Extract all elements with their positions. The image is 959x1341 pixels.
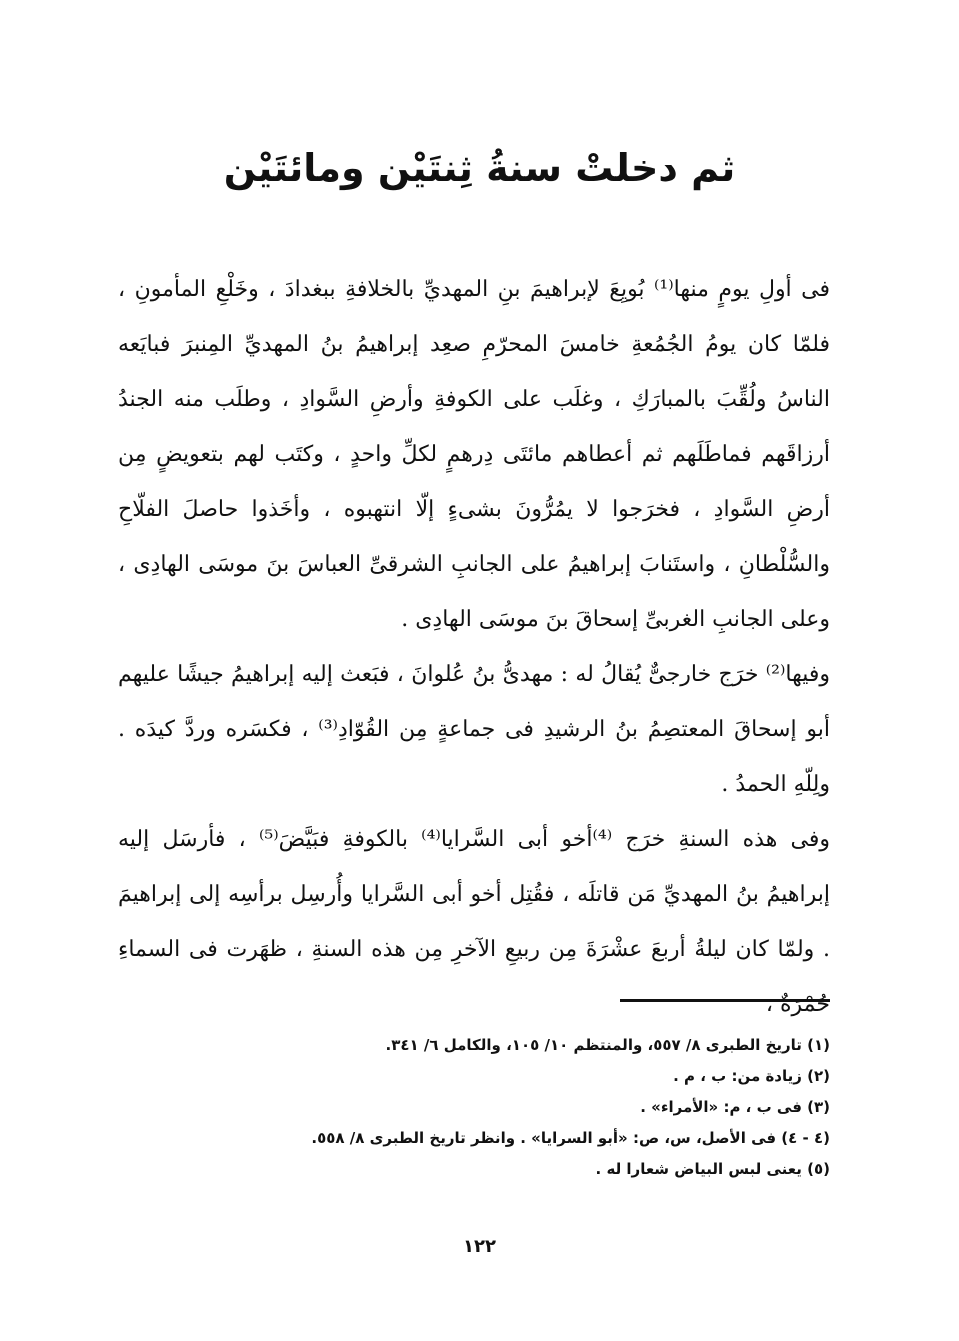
main-text bbox=[118, 262, 830, 1032]
footnote-divider bbox=[620, 999, 830, 1002]
chapter-heading: ثم دخلتْ سنةُ ثِنتَيْن ومائتَيْن bbox=[223, 146, 736, 190]
paragraph-2: وفيها⁽²⁾ خرَج خارجىٌّ يُقالُ له : مهدىُّ بنُ عُلوانَ ، فبَعث إليه إبراهيمُ جيشًا عليهم أبو إسحاقَ المعتصِمُ بنُ الرشيدِ فى جماعةٍ مِن القُوّادِ⁽³⁾ ، فكسَره وردَّ كيدَه . ولِلّهِ الحمدُ . bbox=[118, 662, 831, 797]
footnote-5: (٥) يعنى لبس البياض شعارا له . bbox=[595, 1160, 830, 1178]
paragraph-1: فى أولِ يومٍ منها⁽¹⁾ بُويِعَ لإبراهيمَ بنِ المهديِّ بالخلافةِ ببغدادَ ، وخَلْعِ المأمونِ ، فلمّا كان يومُ الجُمُعةِ خامسَ المحرّمِ صعِد إبراهيمُ بنُ المهديِّ المِنبرَ فبايَعه الناسُ ولُقِّبَ بالمبارَكِ ، وغلَب على الكوفةِ وأرضِ السَّوادِ ، وطلَب منه الجندُ أرزاقَهم فماطَلَهم ثم أعطاهم مائتَى دِرهمٍ لكلِّ واحدٍ ، وكتَب لهم بتعويضٍ مِن أرضِ السَّوادِ ، فخرَجوا لا يمُرُّونَ بشىءٍ إلّا انتهبوه ، وأخَذوا حاصلَ الفلّاحِ والسُّلْطانِ ، واستَنابَ إبراهيمُ على الجانبِ الشرقىِّ العباسَ بنَ موسَى الهادِى ، وعلى الجانبِ الغربىِّ إسحاقَ بنَ موسَى الهادِى . bbox=[118, 277, 831, 632]
footnote-3: (٣) فى ب ، م: «الأمراء» . bbox=[640, 1098, 830, 1116]
page-number: ١٢٢ bbox=[463, 1236, 496, 1257]
paragraph-3: وفى هذه السنةِ خرَج ⁽⁴⁾أخو أبى السَّرايا⁽⁴⁾ بالكوفةِ فبَيَّضَ⁽⁵⁾ ، فأرسَل إليه إبراهيمُ بنُ المهديِّ مَن قاتلَه ، فقُتِل أخو أبى السَّرايا وأُرسِل برأسِه إلى إبراهيمَ . ولمّا كان ليلةُ أربعَ عشْرَةَ مِن ربيعِ الآخرِ مِن هذه السنةِ ، ظهَرت فى السماءِ حُمْرَةٌ ، bbox=[118, 827, 831, 1017]
footnotes bbox=[200, 1030, 830, 1185]
footnote-4: (٤ - ٤) فى الأصل، س، ص: «أبو السرايا» . وانظر تاريخ الطبرى ٨/ ٥٥٨. bbox=[311, 1129, 830, 1147]
footnote-1: (١) تاريخ الطبرى ٨/ ٥٥٧، والمنتظم ١٠/ ١٠٥، والكامل ٦/ ٣٤١. bbox=[385, 1036, 830, 1054]
footnote-2: (٢) زيادة من: ب ، م . bbox=[673, 1067, 830, 1085]
